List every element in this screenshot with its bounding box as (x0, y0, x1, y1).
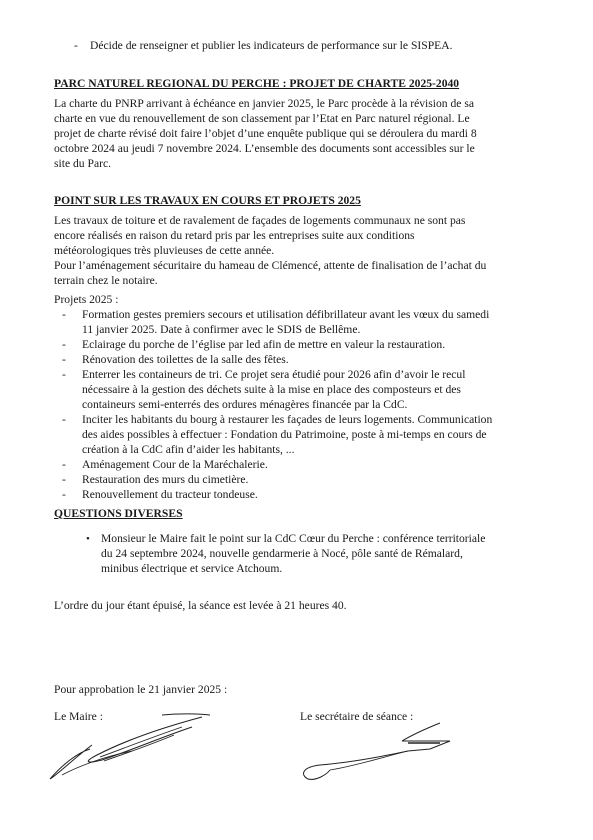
secretary-signature (290, 715, 470, 785)
list-dash: - (62, 353, 66, 366)
list-dash: - (62, 308, 66, 321)
project-item: Aménagement Cour de la Maréchalerie. (82, 458, 268, 471)
project-item: Enterrer les containeurs de tri. Ce projet sera étudié pour 2026 afin d’avoir le recul (82, 368, 466, 381)
mayor-label: Le Maire : (54, 710, 103, 723)
paragraph-line: encore réalisés en raison du retard pris par les entreprises suite aux conditions (54, 229, 415, 242)
paragraph-line: La charte du PNRP arrivant à échéance en janvier 2025, le Parc procède à la révision de sa (54, 97, 474, 110)
project-item: Restauration des murs du cimetière. (82, 473, 249, 486)
paragraph-line: charte en vue du renouvellement de son classement par l’Etat en Parc naturel régional. Le (54, 112, 470, 125)
list-dash: - (62, 473, 66, 486)
intro-item: Décide de renseigner et publier les indicateurs de performance sur le SISPEA. (90, 39, 453, 52)
project-item: Renouvellement du tracteur tondeuse. (82, 488, 258, 501)
projects-label: Projets 2025 : (54, 293, 119, 306)
paragraph-line: site du Parc. (54, 157, 111, 170)
section-heading-parc: PARC NATUREL REGIONAL DU PERCHE : PROJET DE CHARTE 2025-2040 (54, 77, 460, 90)
paragraph-line: projet de charte révisé doit faire l’objet d’une enquête publique qui se déroulera du mardi 8 (54, 127, 477, 140)
project-item: Rénovation des toilettes de la salle des fêtes. (82, 353, 289, 366)
project-item: des aides possibles à effectuer : Fondation du Patrimoine, poste à mi-temps en cours de (82, 428, 487, 441)
bullet-dot: • (86, 533, 90, 545)
project-item: Formation gestes premiers secours et utilisation défibrillateur avant les vœux du samedi (82, 308, 490, 321)
paragraph-line: octobre 2024 au jeudi 7 novembre 2024. L’ensemble des documents sont accessibles sur le (54, 142, 475, 155)
section-heading-travaux: POINT SUR LES TRAVAUX EN COURS ET PROJETS 2025 (54, 194, 361, 207)
project-item: création à la CdC afin d’aider les habitants, ... (82, 443, 295, 456)
project-item: 11 janvier 2025. Date à confirmer avec le SDIS de Bellême. (82, 323, 361, 336)
list-dash: - (62, 338, 66, 351)
list-dash: - (62, 458, 66, 471)
bullet-line: du 24 septembre 2024, nouvelle gendarmerie à Nocé, pôle santé de Rémalard, (101, 547, 463, 560)
list-dash: - (62, 413, 66, 426)
mayor-signature (42, 705, 222, 785)
paragraph-line: terrain chez le notaire. (54, 274, 158, 287)
section-heading-questions: QUESTIONS DIVERSES (54, 507, 183, 520)
bullet-line: Monsieur le Maire fait le point sur la CdC Cœur du Perche : conférence territoriale (101, 532, 486, 545)
paragraph-line: Les travaux de toiture et de ravalement de façades de logements communaux ne sont pas (54, 214, 466, 227)
approval-line: Pour approbation le 21 janvier 2025 : (54, 683, 228, 696)
list-dash: - (74, 39, 78, 52)
project-item: Inciter les habitants du bourg à restaurer les façades de leurs logements. Communication (82, 413, 493, 426)
paragraph-line: météorologiques très pluvieuses de cette année. (54, 244, 275, 257)
paragraph-line: Pour l’aménagement sécuritaire du hameau de Clémencé, attente de finalisation de l’achat du (54, 259, 487, 272)
project-item: nécessaire à la gestion des déchets suite à la mise en place des composteurs et des (82, 383, 461, 396)
list-dash: - (62, 488, 66, 501)
secretary-label: Le secrétaire de séance : (300, 710, 414, 723)
list-dash: - (62, 368, 66, 381)
bullet-line: minibus électrique et service Atchoum. (101, 562, 283, 575)
project-item: containeurs semi-enterrés des ordures ménagères financée par la CdC. (82, 398, 408, 411)
project-item: Eclairage du porche de l’église par led afin de mettre en valeur la restauration. (82, 338, 446, 351)
closing-line: L’ordre du jour étant épuisé, la séance est levée à 21 heures 40. (54, 599, 347, 612)
